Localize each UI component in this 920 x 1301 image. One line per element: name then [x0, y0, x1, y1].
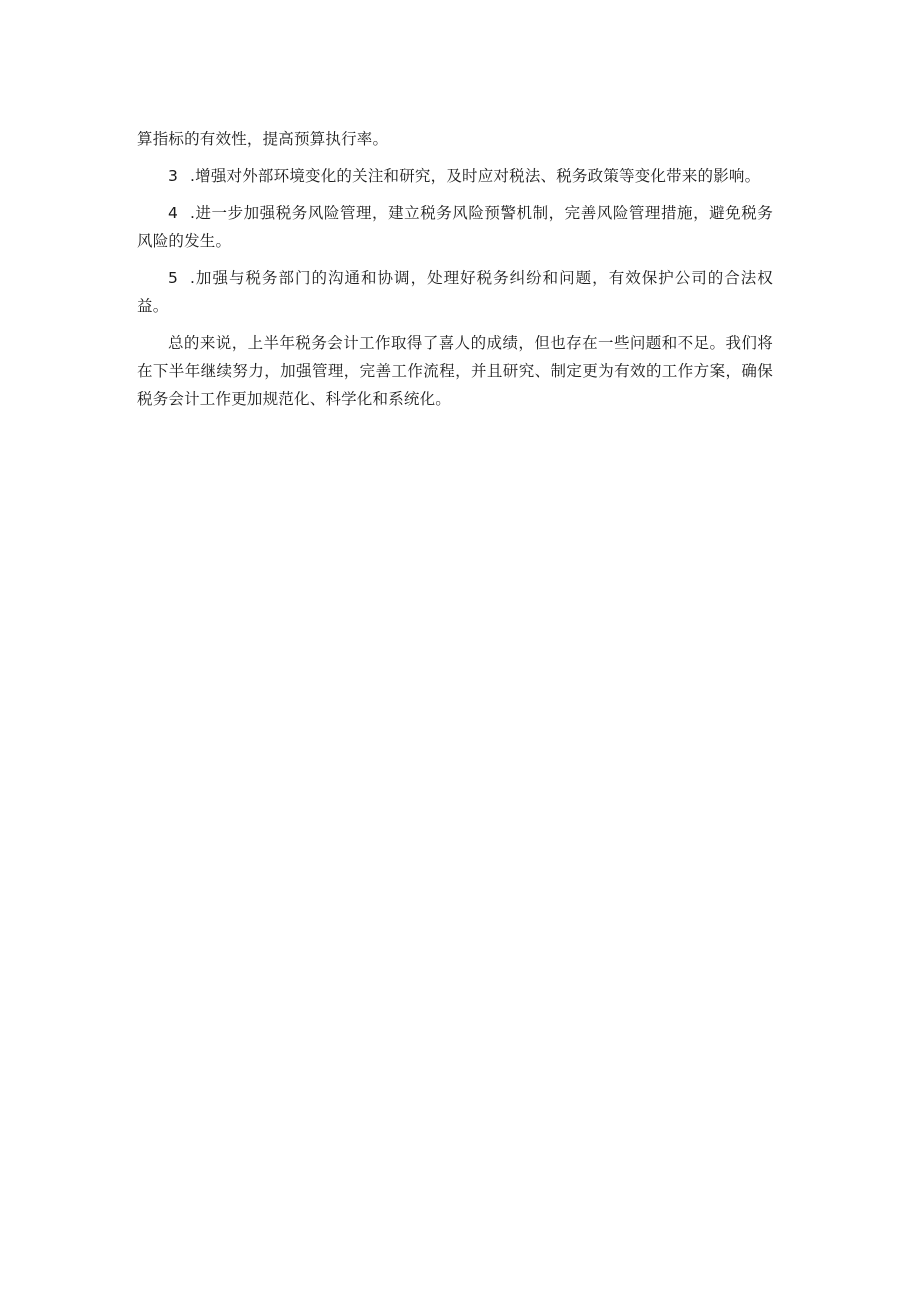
list-item-3	[137, 162, 773, 190]
list-item-number: 5	[168, 269, 179, 287]
list-item-text: .加强与税务部门的沟通和协调，处理好税务纠纷和问题，有效保护公司的合法权益。	[137, 269, 773, 315]
document-body	[137, 125, 773, 422]
paragraph-continuation	[137, 125, 773, 153]
list-item-number: 3	[168, 167, 179, 185]
list-item-text: .进一步加强税务风险管理，建立税务风险预警机制，完善风险管理措施，避免税务风险的发生。	[137, 204, 773, 250]
list-item-text: .增强对外部环境变化的关注和研究，及时应对税法、税务政策等变化带来的影响。	[190, 167, 761, 185]
paragraph-text: 总的来说，上半年税务会计工作取得了喜人的成绩，但也存在一些问题和不足。我们将在下半年继续努力，加强管理，完善工作流程，并且研究、制定更为有效的工作方案，确保税务会计工作更加规范化、科学化和系统化。	[137, 334, 773, 408]
summary-paragraph	[137, 329, 773, 413]
list-item-number: 4	[168, 204, 179, 222]
paragraph-text: 算指标的有效性，提高预算执行率。	[137, 130, 389, 148]
list-item-5	[137, 264, 773, 320]
list-item-4	[137, 199, 773, 255]
